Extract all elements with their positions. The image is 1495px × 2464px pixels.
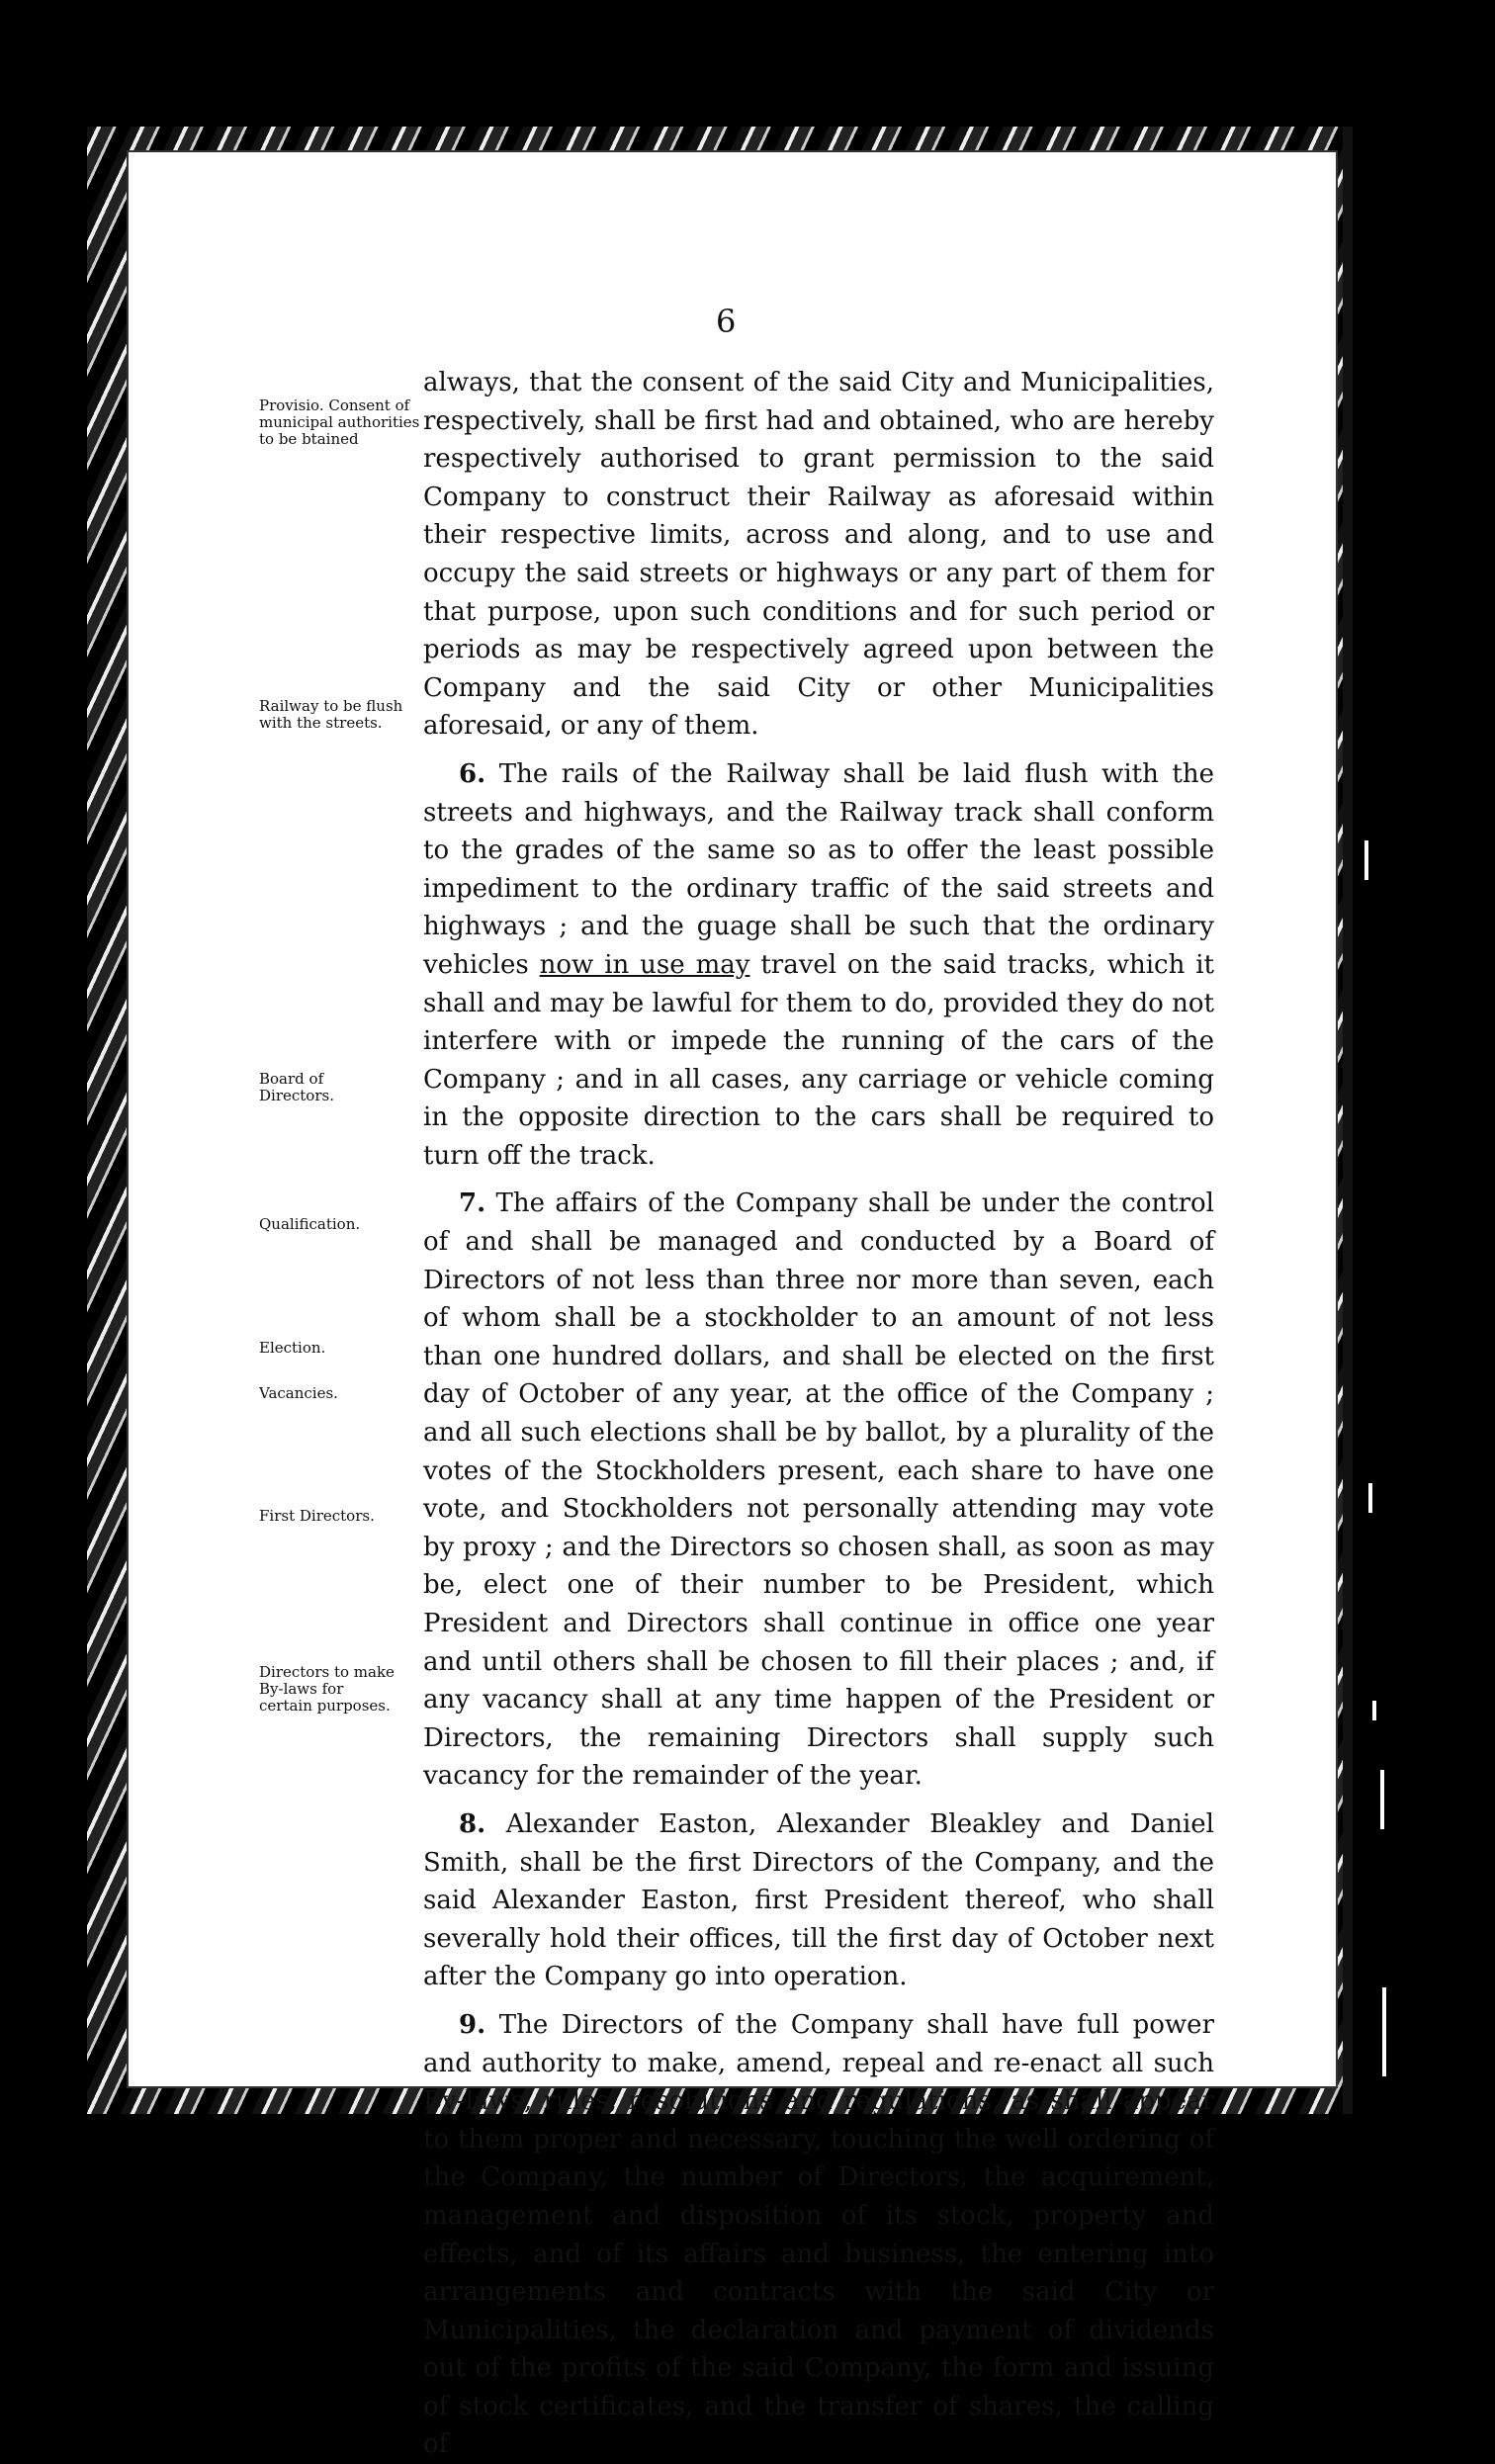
section-number: 6.	[459, 758, 486, 789]
margin-note-provisio: Provisio. Consent of municipal authorities to be btained	[259, 396, 420, 448]
body-text	[423, 364, 1214, 2464]
spine-mark	[1372, 1701, 1376, 1720]
paragraph-text: The affairs of the Company shall be under the control of and shall be managed and conducted by a Board of Directors of not less than three nor more than seven, each of whom shall be a stockholder to an amount of not less than one hundred dollars, and shall be elected on the first day of October of any year, at the office of the Company ; and all such elections shall be by ballot, by a plurality of the votes of the Stockholders present, each share to have one vote, and Stockholders not personally attending may vote by proxy ; and the Directors so chosen shall, as soon as may be, elect one of their number to be President, which President and Directors shall continue in office one year and until others shall be chosen to fill their places ; and, if any vacancy shall at any time happen of the President or Directors, the remaining Directors shall supply such vacancy for the remainder of the year.	[423, 1188, 1214, 1792]
margin-note-first-directors: First Directors.	[259, 1507, 375, 1525]
spine-mark	[1382, 1987, 1386, 2076]
paragraph-text: The Directors of the Company shall have full power and authority to make, amend, repeal and re-enact all such By-laws, rules, resolutions and regulations, as shall appear to them proper and necessary, touching the well ordering of the Company, the number of Directors, the acquirement, management and disposition of its stock, property and effects, and of its affairs and business, the entering into arrangements and contracts with the said City or Municipalities, the declaration and payment of dividends out of the profits of the said Company, the form and issuing of stock certificates, and the transfer of shares, the calling of	[423, 2009, 1214, 2460]
paragraph-text: Alexander Easton, Alexander Bleakley and Daniel Smith, shall be the first Directors of the Company, and the said Alexander Easton, first President thereof, who shall severally hold their offices, till the first day of October next after the Company go into operation.	[423, 1808, 1214, 1992]
spine-mark	[1368, 1483, 1372, 1513]
margin-note-bylaws: Directors to make By-laws for certain purposes.	[259, 1663, 395, 1715]
paragraph-text: travel on the said tracks, which it shall and may be lawful for them to do, provided they do not interfere with or impede the running of the cars of the Company ; and in all cases, any carriage or vehicle coming in the opposite direction to the cars shall be required to turn off the track.	[423, 949, 1215, 1171]
margin-note-railway-flush: Railway to be flush with the streets.	[259, 697, 403, 732]
section-number: 7.	[459, 1188, 486, 1219]
paragraph-continuation	[423, 364, 1214, 746]
spine-mark	[1380, 1770, 1384, 1829]
margin-note-vacancies: Vacancies.	[259, 1384, 338, 1402]
spine-mark	[1364, 840, 1368, 880]
paragraph-text: always, that the consent of the said City and Municipalities, respectively, shall be first had and obtained, who are hereby respectively authorised to grant permission to the said Company to construct their Railway as aforesaid within their respective limits, across and along, and to use and occupy the said streets or highways or any part of them for that purpose, upon such conditions and for such period or periods as may be respectively agreed upon between the Company and the said City or other Municipalities aforesaid, or any of them.	[423, 368, 1214, 742]
section-6	[423, 755, 1214, 1176]
section-8	[423, 1805, 1214, 1996]
margin-note-election: Election.	[259, 1339, 326, 1357]
page-number: 6	[716, 303, 737, 340]
section-7	[423, 1185, 1214, 1796]
section-number: 8.	[459, 1808, 486, 1839]
border-edge	[1343, 127, 1353, 2114]
underlined-text: now in use may	[539, 949, 750, 980]
section-number: 9.	[459, 2009, 486, 2040]
section-9	[423, 2006, 1214, 2464]
margin-note-board: Board of Directors.	[259, 1070, 334, 1104]
margin-note-qualification: Qualification.	[259, 1215, 361, 1233]
paragraph-text: The rails of the Railway shall be laid flush with the streets and highways, and the Railway track shall conform to the grades of the same so as to offer the least possible impediment to the ordinary traffic of the said streets and highways ; and the guage shall be such that the ordinary vehicles	[423, 758, 1214, 980]
